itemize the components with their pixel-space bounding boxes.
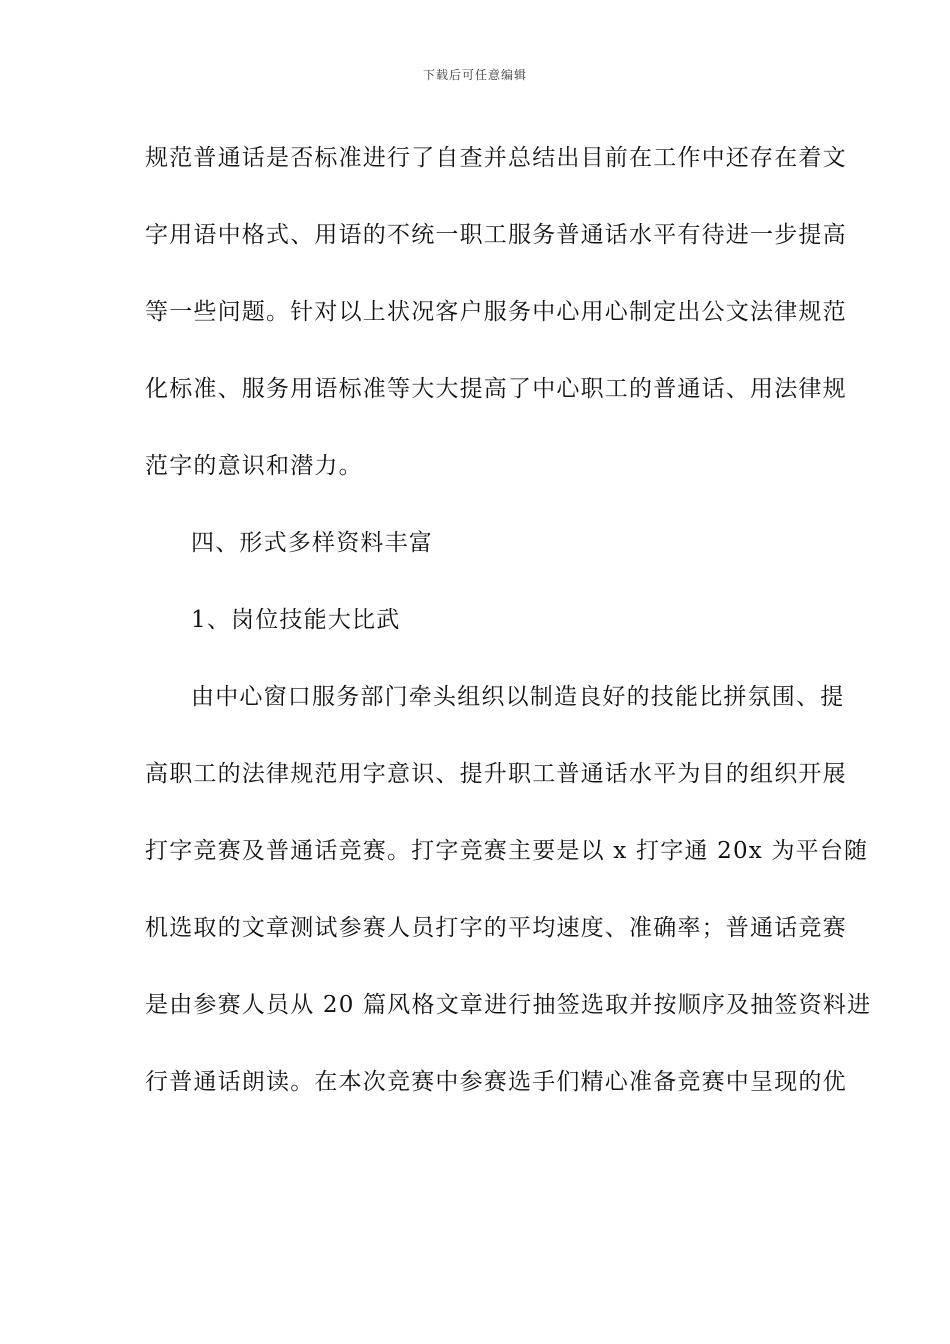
- page-header-note: 下载后可任意编辑: [422, 68, 527, 82]
- paragraph-2-line-4: 机选取的文章测试参赛人员打字的平均速度、准确率；普通话竞赛: [145, 915, 847, 941]
- paragraph-1-line-2: 字用语中格式、用语的不统一职工服务普通话水平有待进一步提高: [145, 222, 847, 248]
- section-heading: 四、形式多样资料丰富: [191, 530, 433, 556]
- subsection-heading: 1、岗位技能大比武: [191, 607, 401, 633]
- paragraph-2-line-3: 打字竞赛及普通话竞赛。打字竞赛主要是以 x 打字通 20x 为平台随: [145, 838, 869, 864]
- paragraph-1-line-3: 等一些问题。针对以上状况客户服务中心用心制定出公文法律规范: [145, 299, 847, 325]
- paragraph-2-line-5: 是由参赛人员从 20 篇风格文章进行抽签选取并按顺序及抽签资料进: [145, 992, 872, 1018]
- paragraph-2-line-1: 由中心窗口服务部门牵头组织以制造良好的技能比拼氛围、提: [191, 684, 845, 710]
- document-body: [145, 120, 872, 1121]
- paragraph-1-line-5: 范字的意识和潜力。: [145, 453, 363, 479]
- paragraph-1-line-1: 规范普通话是否标准进行了自查并总结出目前在工作中还存在着文: [145, 145, 847, 171]
- paragraph-1-line-4: 化标准、服务用语标准等大大提高了中心职工的普通话、用法律规: [145, 376, 847, 402]
- paragraph-2-line-2: 高职工的法律规范用字意识、提升职工普通话水平为目的组织开展: [145, 761, 847, 787]
- paragraph-2-line-6: 行普通话朗读。在本次竞赛中参赛选手们精心准备竞赛中呈现的优: [145, 1069, 847, 1095]
